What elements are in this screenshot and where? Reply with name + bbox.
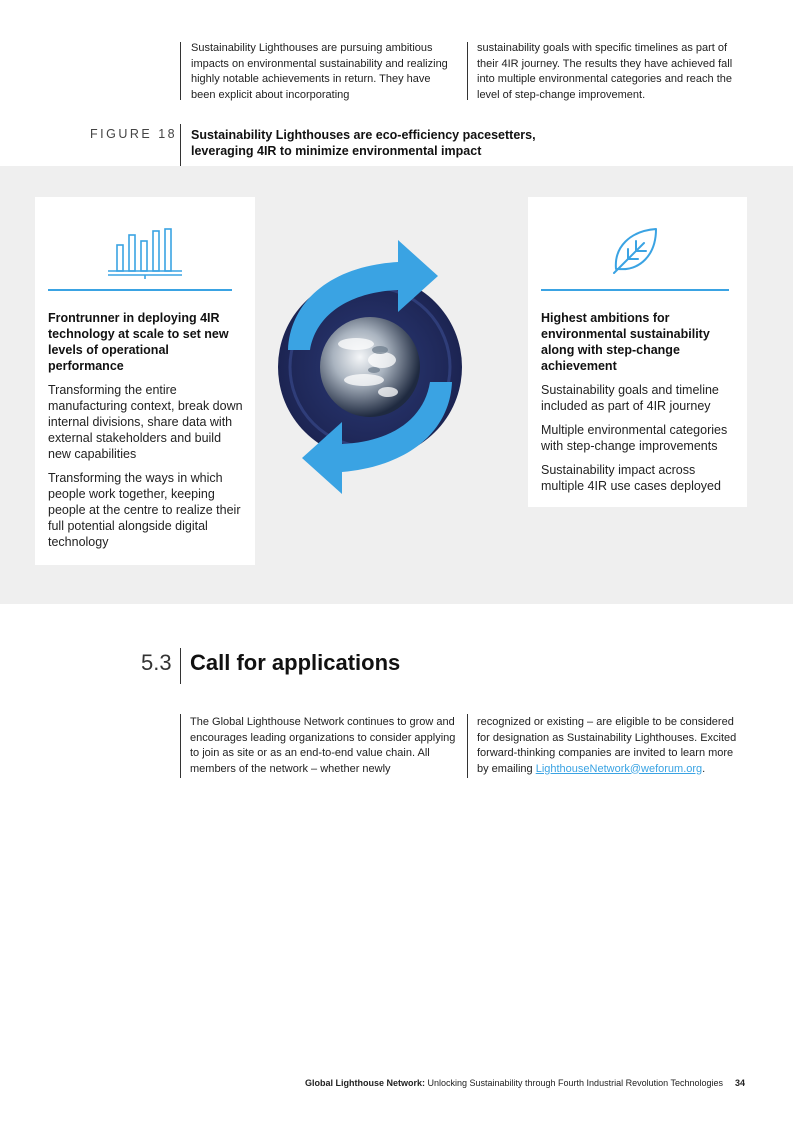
right-card-rule [541, 289, 729, 291]
section-col-divider-right [467, 714, 468, 778]
left-card-rule [48, 289, 232, 291]
intro-col2: sustainability goals with specific timelines as part of their 4IR journey. The results they have achieved fall into multiple environmental categories and reach the level of step-change improvement. [477, 42, 733, 101]
footer-subtitle: Unlocking Sustainability through Fourth Industrial Revolution Technologies [424, 1078, 723, 1088]
figure-divider [180, 124, 181, 166]
section-title: Call for applications [190, 650, 401, 675]
right-card-point-2: Multiple environmental categories with step-change improvements [541, 423, 728, 453]
left-card [35, 197, 255, 565]
right-card [528, 197, 747, 507]
footer [305, 1078, 745, 1088]
globe-icon [320, 317, 420, 417]
globe-cycle-graphic [270, 232, 470, 502]
figure-label: FIGURE 18 [90, 127, 178, 141]
left-card-point-2: Transforming the ways in which people work together, keeping people at the centre to realize their full potential alongside digital technology [48, 471, 241, 549]
email-link[interactable]: LighthouseNetwork@weforum.org [535, 762, 703, 775]
intro-col1: Sustainability Lighthouses are pursuing ambitious impacts on environmental sustainability and realizing highly notable achievements in return. They have been explicit about incorporating [191, 42, 448, 101]
section-col2-text: recognized or existing – are eligible to be considered for designation as Sustainability Lighthouses. Excited forward-thinking companies are invited to learn more by emailing [477, 716, 737, 775]
leaf-icon [610, 225, 660, 275]
right-card-body [541, 382, 741, 502]
page-number: 34 [734, 1078, 745, 1088]
left-card-point-1: Transforming the entire manufacturing context, break down internal divisions, share data with external stakeholders and build new capabilities [48, 383, 243, 461]
right-card-point-3: Sustainability impact across multiple 4IR use cases deployed [541, 463, 721, 493]
right-card-heading: Highest ambitions for environmental sustainability along with step-change achievement [541, 311, 710, 373]
section-col2-end: . [702, 762, 706, 775]
figure-title: Sustainability Lighthouses are eco-efficiency pacesetters, leveraging 4IR to minimize environmental impact [191, 128, 536, 158]
section-divider [180, 648, 181, 684]
left-card-body [48, 382, 243, 558]
section-number: 5.3 [141, 650, 172, 675]
intro-divider-left [180, 42, 181, 100]
section-col1: The Global Lighthouse Network continues to grow and encourages leading organizations to consider applying to join as site or as an end-to-end value chain. All members of the network – whether newly [190, 716, 456, 775]
right-card-point-1: Sustainability goals and timeline included as part of 4IR journey [541, 383, 719, 413]
section-col2 [477, 715, 747, 777]
left-card-heading: Frontrunner in deploying 4IR technology at scale to set new levels of operational performance [48, 311, 229, 373]
section-col-divider-left [180, 714, 181, 778]
intro-divider-right [467, 42, 468, 100]
footer-publication: Global Lighthouse Network: [304, 1078, 425, 1088]
bar-chart-icon [107, 227, 183, 279]
